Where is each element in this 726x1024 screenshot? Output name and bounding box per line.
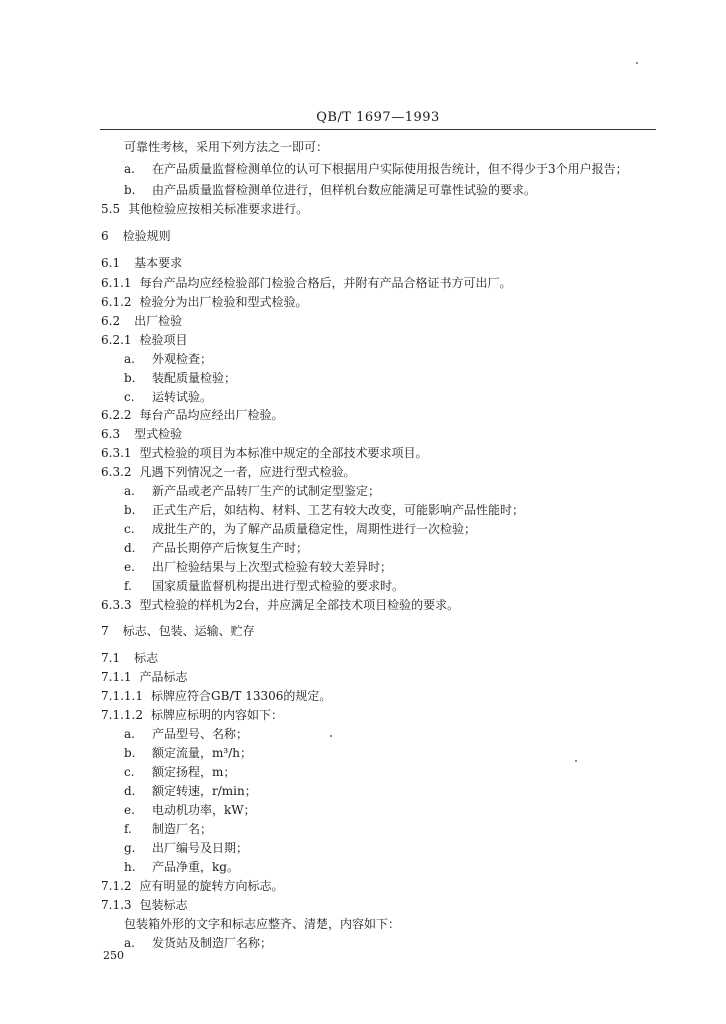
list-item: c. 额定扬程，m； [124, 765, 236, 779]
standard-code: QB/T 1697—1993 [316, 110, 440, 125]
list-item: a. 在产品质量监督检测单位的认可下根据用户实际使用报告统计，但不得少于3个用户报告； [124, 162, 628, 176]
text-line: 可靠性考核，采用下列方法之一即可： [124, 140, 329, 154]
clause: 7.1.1.1 标牌应符合GB/T 13306的规定。 [101, 689, 332, 703]
clause: 7.1 标志 [101, 651, 159, 665]
header-rule [100, 129, 656, 130]
list-item: a. 新产品或老产品转厂生产的试制定型鉴定； [124, 484, 381, 498]
clause: 6.1 基本要求 [101, 256, 183, 270]
list-item: a. 外观检查； [124, 352, 213, 366]
list-item: d. 额定转速，r/min； [124, 784, 257, 798]
clause: 5.5 其他检验应按相关标准要求进行。 [101, 202, 309, 216]
section-heading: 6 检验规则 [101, 229, 171, 243]
list-item: c. 成批生产的，为了解产品质量稳定性，周期性进行一次检验； [124, 522, 477, 536]
list-item: d. 产品长期停产后恢复生产时； [124, 541, 309, 555]
scan-speck [330, 735, 332, 737]
page-number: 250 [103, 949, 124, 962]
scan-speck [636, 62, 638, 64]
clause: 6.1.2 检验分为出厂检验和型式检验。 [101, 295, 308, 309]
clause: 6.3 型式检验 [101, 427, 183, 441]
list-item: a. 产品型号、名称； [124, 727, 249, 741]
scan-speck [575, 760, 577, 762]
list-item: b. 由产品质量监督检测单位进行，但样机台数应能满足可靠性试验的要求。 [124, 183, 537, 197]
list-item: f. 国家质量监督机构提出进行型式检验的要求时。 [124, 579, 405, 593]
page-header [0, 110, 726, 125]
clause: 7.1.2 应有明显的旋转方向标志。 [101, 879, 284, 893]
clause: 7.1.1 产品标志 [101, 670, 188, 684]
list-item: e. 出厂检验结果与上次型式检验有较大差异时； [124, 560, 393, 574]
clause: 6.2.2 每台产品均应经出厂检验。 [101, 408, 284, 422]
list-item: g. 出厂编号及日期； [124, 841, 249, 855]
list-item: f. 制造厂名； [124, 822, 213, 836]
list-item: b. 额定流量，m³/h； [124, 746, 252, 760]
clause: 7.1.3 包装标志 [101, 898, 188, 912]
clause: 6.2.1 检验项目 [101, 333, 188, 347]
clause: 6.2 出厂检验 [101, 314, 183, 328]
list-item: b. 正式生产后，如结构、材料、工艺有较大改变，可能影响产品性能时； [124, 503, 525, 517]
clause: 6.3.3 型式检验的样机为2台，并应满足全部技术项目检验的要求。 [101, 598, 460, 612]
list-item: b. 装配质量检验； [124, 371, 237, 385]
text-line: 包装箱外形的文字和标志应整齐、清楚，内容如下： [124, 917, 401, 931]
list-item: c. 运转试验。 [124, 390, 213, 404]
clause: 6.3.1 型式检验的项目为本标准中规定的全部技术要求项目。 [101, 446, 428, 460]
clause: 6.3.2 凡遇下列情况之一者，应进行型式检验。 [101, 465, 356, 479]
list-item: e. 电动机功率，kW； [124, 803, 256, 817]
list-item: a. 发货站及制造厂名称； [124, 936, 273, 950]
clause: 7.1.1.2 标牌应标明的内容如下： [101, 708, 283, 722]
list-item: h. 产品净重，kg。 [124, 860, 239, 874]
section-heading: 7 标志、包装、运输、贮存 [101, 624, 255, 638]
clause: 6.1.1 每台产品均应经检验部门检验合格后，并附有产品合格证书方可出厂。 [101, 276, 512, 290]
